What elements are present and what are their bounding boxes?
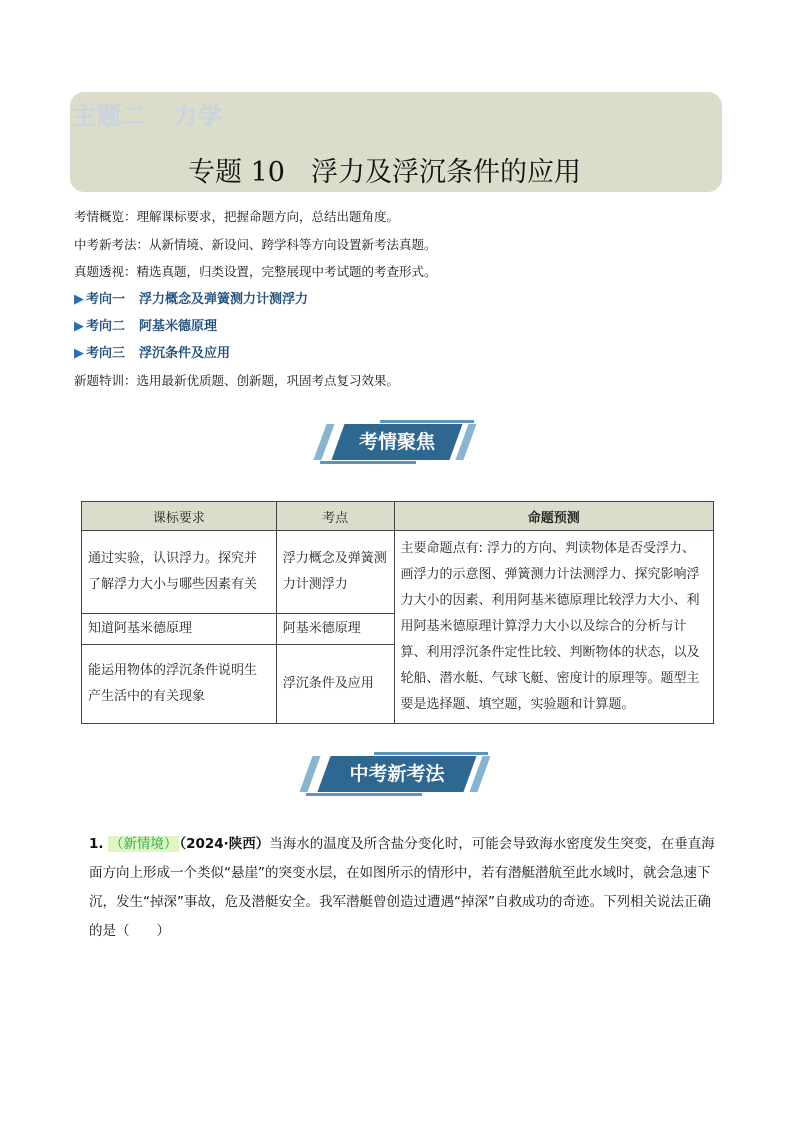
- direction-3[interactable]: [74, 342, 230, 361]
- section-title: 考情聚焦: [358, 431, 435, 453]
- header-rule-bottom: [320, 461, 416, 464]
- column-header: 考点: [276, 502, 394, 531]
- page-title: [188, 150, 581, 189]
- table-row: [82, 531, 714, 614]
- direction-label: 考向一: [86, 292, 126, 307]
- header-rule-top: [380, 420, 474, 423]
- table-cell-point: 阿基米德原理: [276, 614, 394, 645]
- direction-2[interactable]: [74, 315, 217, 334]
- question-tag: （新情境）: [109, 836, 178, 852]
- direction-text: 浮沉条件及应用: [139, 346, 231, 361]
- intro-real-exam: 真题透视：精选真题，归类设置，完整展现中考试题的考查形式。: [74, 264, 437, 279]
- column-header: 命题预测: [394, 502, 713, 531]
- direction-text: 浮力概念及弹簧测力计测浮力: [139, 292, 309, 307]
- table-cell-requirement: 通过实验，认识浮力。探究并了解浮力大小与哪些因素有关: [82, 531, 277, 614]
- table-cell-requirement: 能运用物体的浮沉条件说明生产生活中的有关现象: [82, 645, 277, 724]
- table-cell-requirement: 知道阿基米德原理: [82, 614, 277, 645]
- question-source: （2024·陕西）: [179, 836, 270, 852]
- triangle-right-icon: ▶: [74, 292, 84, 307]
- title-number: 专题 10: [188, 157, 285, 188]
- question-1: [89, 830, 719, 946]
- title-text: 浮力及浮沉条件的应用: [310, 157, 581, 188]
- direction-label: 考向二: [86, 319, 126, 334]
- table-header-row: [82, 502, 714, 531]
- topic-label: [72, 96, 223, 131]
- header-rule-top: [374, 752, 488, 755]
- table-cell-point: 浮力概念及弹簧测力计测浮力: [276, 531, 394, 614]
- triangle-right-icon: ▶: [74, 346, 84, 361]
- table-cell-prediction: 主要命题点有: 浮力的方向、判读物体是否受浮力、画浮力的示意图、弹簧测力计法测浮力、探究影响浮力大小的因素、利用阿基米德原理比较浮力大小、利用阿基米德原理计算浮力大小以及综合的分析与计算、利用浮沉条件定性比较、判断物体的状态，以及轮船、潜水艇、气球飞艇、密度计的原理等。题型主要是选择题、填空题，实验题和计算题。: [394, 531, 713, 724]
- section-header-exam-focus: [320, 420, 474, 464]
- requirements-table: [81, 501, 714, 724]
- direction-label: 考向三: [86, 346, 126, 361]
- section-header-new-method: [306, 752, 488, 796]
- intro-overview: 考情概览：理解课标要求，把握命题方向，总结出题角度。: [74, 209, 400, 224]
- direction-1[interactable]: [74, 288, 308, 307]
- intro-new-method: 中考新考法：从新情境、新设问、跨学科等方向设置新考法真题。: [74, 237, 437, 252]
- topic-subject: 力学: [173, 102, 223, 130]
- section-title: 中考新考法: [349, 763, 445, 785]
- intro-training: 新题特训：选用最新优质题、创新题，巩固考点复习效果。: [74, 373, 400, 388]
- topic-number: 主题二: [72, 102, 147, 130]
- header-rule-bottom: [306, 793, 422, 796]
- direction-text: 阿基米德原理: [139, 319, 218, 334]
- triangle-right-icon: ▶: [74, 319, 84, 334]
- column-header: 课标要求: [82, 502, 277, 531]
- table-cell-point: 浮沉条件及应用: [276, 645, 394, 724]
- question-text: 当海水的温度及所含盐分变化时，可能会导致海水密度发生突变，在垂直海面方向上形成一个类似“悬崖”的突变水层，在如图所示的情形中，若有潜艇潜航至此水域时，就会急速下沉，发生“掉深”事故，危及潜艇安全。我军潜艇曾创造过遭遇“掉深”自救成功的奇迹。下列相关说法正确的是（ ）: [89, 836, 715, 939]
- question-number: 1.: [89, 836, 104, 852]
